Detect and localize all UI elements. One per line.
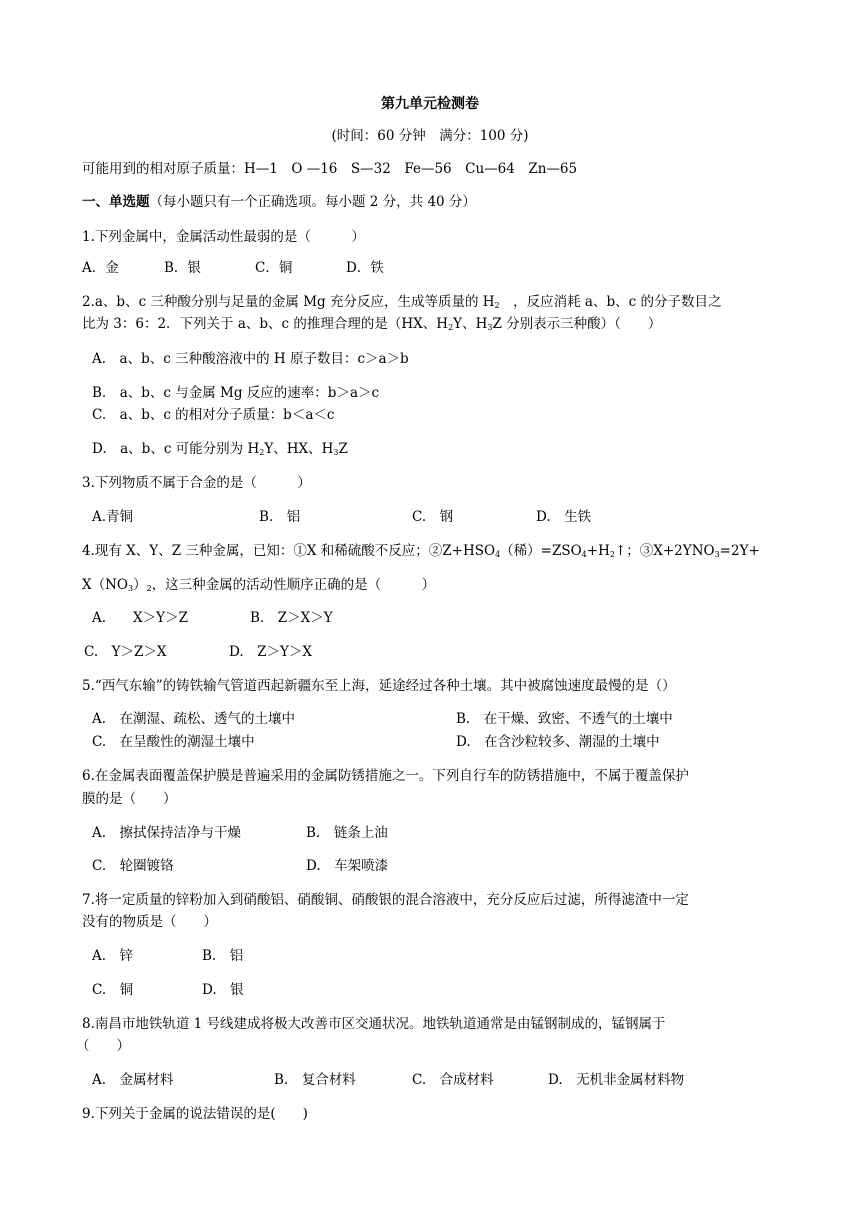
subscript: 2 xyxy=(146,584,152,593)
q5-option-d: D. 在含沙粒较多、潮湿的土壤中 xyxy=(456,734,660,750)
text: ，反应消耗 a、b、c 的分子数目之 xyxy=(499,294,722,310)
text: Y、H xyxy=(453,316,488,332)
text: ↑；③X+2YNO xyxy=(614,543,715,559)
text: Z xyxy=(338,441,348,457)
section-note: （每小题只有一个正确选项。每小题 2 分，共 40 分） xyxy=(149,194,476,210)
question-7-stem-line1: 7.将一定质量的锌粉加入到硝酸铝、硝酸铜、硝酸银的混合溶液中，充分反应后过滤，所得滤渣中一定 xyxy=(82,892,689,908)
text: 2.a、b、c 三种酸分别与足量的金属 Mg 充分反应，生成等质量的 H xyxy=(82,294,495,310)
text: +H xyxy=(586,543,610,559)
question-6-stem-line1: 6.在金属表面覆盖保护膜是普遍采用的金属防锈措施之一。下列自行车的防锈措施中，不属于覆盖保护 xyxy=(82,768,689,784)
text: （稀）=ZSO xyxy=(500,543,582,559)
q1-option-d: D．铁 xyxy=(346,260,384,276)
q3-option-a: A.青铜 xyxy=(92,509,134,525)
q2-option-c: C. a、b、c 的相对分子质量：b＜a＜c xyxy=(92,407,335,423)
subscript: 3 xyxy=(333,448,339,457)
question-5-stem: 5.“西气东输”的铸铁输气管道西起新疆东至上海，延途经过各种土壤。其中被腐蚀速度最慢的是（） xyxy=(82,678,676,694)
question-8-stem-line1: 8.南昌市地铁轨道 1 号线建成将极大改善市区交通状况。地铁轨道通常是由锰钢制成的，锰钢属于 xyxy=(82,1016,666,1032)
atomic-masses: 可能用到的相对原子质量：H—1 O —16 S—32 Fe—56 Cu—64 Zn—65 xyxy=(82,161,578,177)
q8-option-b: B. 复合材料 xyxy=(274,1072,356,1088)
text: Y、HX、H xyxy=(264,441,334,457)
text: Z 分别表示三种酸）（ ） xyxy=(492,316,662,332)
section-heading xyxy=(82,193,476,211)
subscript: 2 xyxy=(448,323,454,332)
q2-option-b: B. a、b、c 与金属 Mg 反应的速率：b＞a＞c xyxy=(92,385,380,401)
text: ） xyxy=(133,577,147,593)
subscript: 3 xyxy=(714,550,720,559)
q4-option-b: B. Z＞X＞Y xyxy=(250,610,333,626)
q3-option-d: D. 生铁 xyxy=(536,509,592,525)
q1-option-c: C．铜 xyxy=(255,260,293,276)
question-1-stem: 1.下列金属中，金属活动性最弱的是（ ） xyxy=(82,229,365,245)
q4-option-a: A. X＞Y＞Z xyxy=(92,610,188,626)
page-title: 第九单元检测卷 xyxy=(381,96,479,112)
text: =2Y+ xyxy=(719,543,760,559)
text: ，这三种金属的活动性顺序正确的是（ ） xyxy=(151,577,436,593)
q1-option-a: A．金 xyxy=(82,260,119,276)
q6-option-d: D. 车架喷漆 xyxy=(306,858,389,874)
q7-option-c: C. 铜 xyxy=(92,982,134,998)
section-title: 一、单选题 xyxy=(82,194,150,210)
question-6-stem-line2: 膜的是（ ） xyxy=(82,791,177,807)
subscript: 2 xyxy=(609,550,615,559)
q2-option-a: A. a、b、c 三种酸溶液中的 H 原子数目：c＞a＞b xyxy=(92,351,409,367)
q1-option-b: B．银 xyxy=(164,260,201,276)
subscript: 4 xyxy=(495,550,501,559)
q6-option-b: B. 链条上油 xyxy=(306,825,388,841)
subscript: 2 xyxy=(494,301,500,310)
question-9-stem: 9.下列关于金属的说法错误的是( ) xyxy=(82,1106,308,1122)
q7-option-d: D. 银 xyxy=(202,982,244,998)
subscript: 3 xyxy=(128,584,134,593)
q5-option-b: B. 在干燥、致密、不透气的土壤中 xyxy=(456,711,673,727)
q6-option-c: C. 轮圈镀铬 xyxy=(92,858,174,874)
q3-option-b: B. 铝 xyxy=(259,509,301,525)
q7-option-a: A. 锌 xyxy=(92,948,134,964)
text: 4.现有 X、Y、Z 三种金属，已知：①X 和稀硫酸不反应；②Z+HSO xyxy=(82,543,496,559)
subscript: 3 xyxy=(487,323,493,332)
q3-option-c: C. 钢 xyxy=(412,509,454,525)
q8-option-d: D. 无机非金属材料物 xyxy=(548,1072,685,1088)
q4-option-c: C. Y＞Z＞X xyxy=(84,644,167,660)
question-4-stem-line2 xyxy=(82,576,435,594)
q5-option-a: A. 在潮湿、疏松、透气的土壤中 xyxy=(92,711,296,727)
q8-option-c: C. 合成材料 xyxy=(412,1072,494,1088)
question-4-stem-line1 xyxy=(82,542,760,560)
q2-option-d xyxy=(92,440,348,458)
q6-option-a: A. 擦拭保持洁净与干燥 xyxy=(92,825,242,841)
text: X（NO xyxy=(82,577,128,593)
q8-option-a: A. 金属材料 xyxy=(92,1072,174,1088)
question-8-stem-line2: （ ） xyxy=(76,1038,130,1054)
q4-option-d: D. Z＞Y＞X xyxy=(229,644,313,660)
time-info: (时间：60 分钟 满分：100 分) xyxy=(331,128,529,144)
text: 比为 3：6：2．下列关于 a、b、c 的推理合理的是（HX、H xyxy=(82,316,449,332)
question-7-stem-line2: 没有的物质是（ ） xyxy=(82,914,217,930)
question-3-stem: 3.下列物质不属于合金的是（ ） xyxy=(82,475,311,491)
q5-option-c: C. 在呈酸性的潮湿土壤中 xyxy=(92,734,255,750)
subscript: 4 xyxy=(581,550,587,559)
question-2-stem-line1 xyxy=(82,293,721,311)
subscript: 2 xyxy=(259,448,265,457)
text: D. a、b、c 可能分别为 H xyxy=(92,441,260,457)
question-2-stem-line2 xyxy=(82,315,661,333)
q7-option-b: B. 铝 xyxy=(202,948,244,964)
